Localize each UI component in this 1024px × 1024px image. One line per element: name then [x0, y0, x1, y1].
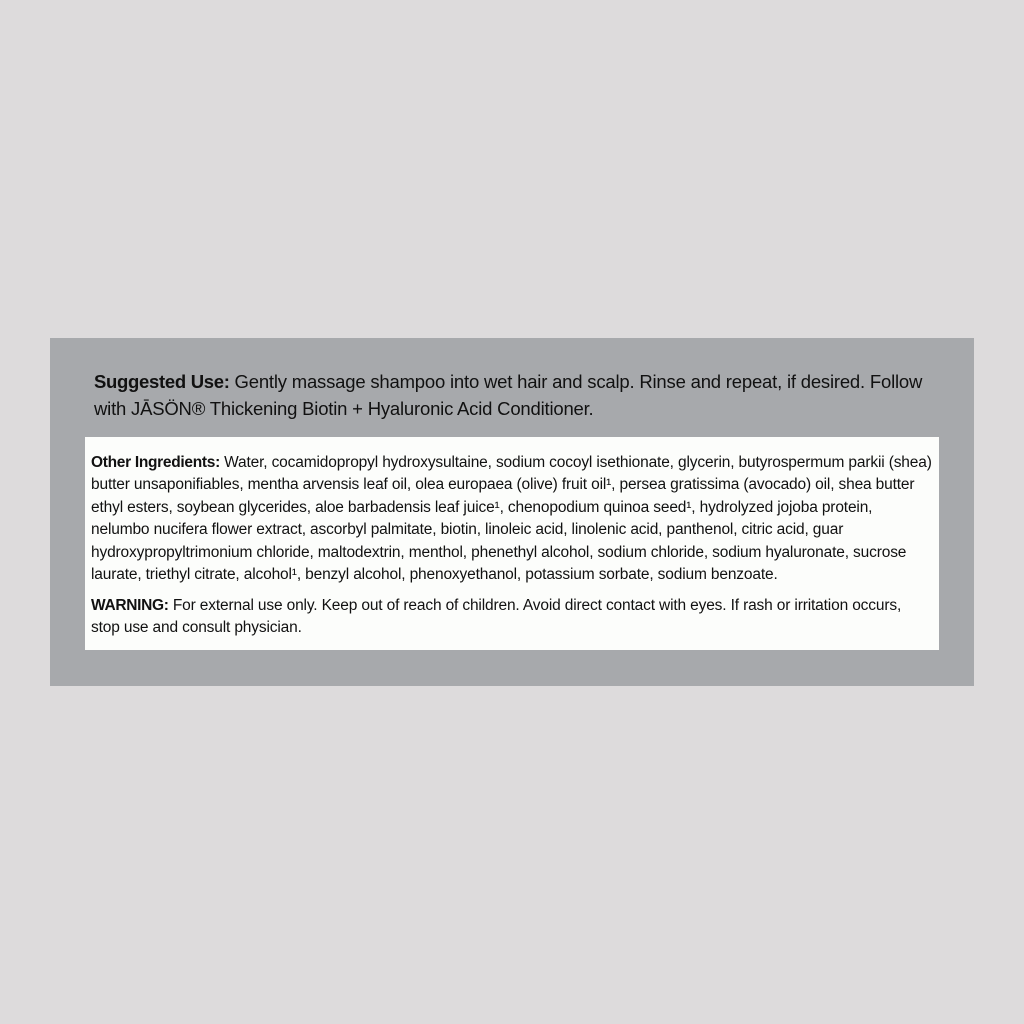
warning-text: [91, 595, 933, 640]
ingredients-box: [85, 437, 939, 650]
label-panel: [50, 338, 974, 686]
warning-body: For external use only. Keep out of reach of children. Avoid direct contact with eyes. If rash or irritation occurs, stop use and consult physician.: [91, 597, 902, 637]
suggested-use-label: Suggested Use:: [94, 371, 230, 392]
suggested-use-text: [94, 368, 934, 422]
suggested-use-body: Gently massage shampoo into wet hair and scalp. Rinse and repeat, if desired. Follow with JĀSÖN® Thickening Biotin + Hyaluronic Acid Conditioner.: [94, 371, 923, 419]
warning-label: WARNING:: [91, 597, 169, 614]
other-ingredients-label: Other Ingredients:: [91, 454, 220, 471]
other-ingredients-text: [91, 452, 933, 586]
other-ingredients-body: Water, cocamidopropyl hydroxysultaine, sodium cocoyl isethionate, glycerin, butyrospermum parkii (shea) butter unsaponifiables, mentha arvensis leaf oil, olea europaea (olive) fruit oil¹, persea gratissima (avocado) oil, shea butter ethyl esters, soybean glycerides, aloe barbadensis leaf juice¹, chenopodium quinoa seed¹, hydrolyzed jojoba protein, nelumbo nucifera flower extract, ascorbyl palmitate, biotin, linoleic acid, linolenic acid, panthenol, citric acid, guar hydroxypropyltrimonium chloride, maltodextrin, menthol, phenethyl alcohol, sodium chloride, sodium hyaluronate, sucrose laurate, triethyl citrate, alcohol¹, benzyl alcohol, phenoxyethanol, potassium sorbate, sodium benzoate.: [91, 454, 932, 584]
